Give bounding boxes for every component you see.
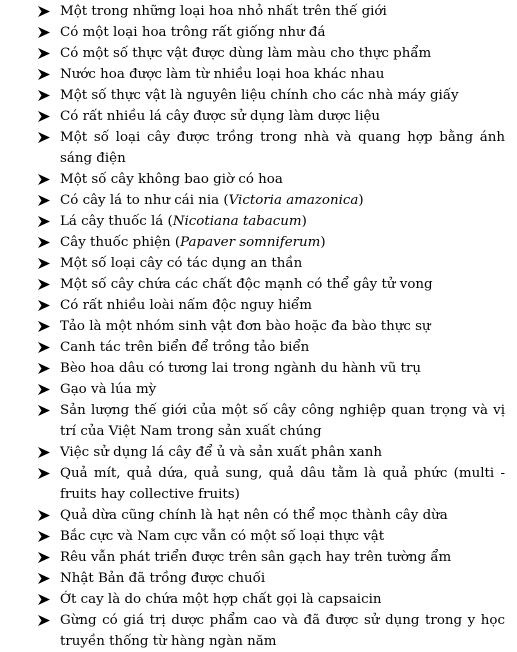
list-item-text: [60, 4, 387, 19]
arrow-bullet-icon: [38, 510, 50, 521]
list-item: [38, 505, 505, 526]
list-item-text: [60, 571, 265, 586]
arrow-bullet-icon: [38, 90, 50, 101]
text-segment: Quả mít, quả dứa, quả sung, quả dâu tằm là quả phức (multi - fruits hay collective fruits): [60, 466, 505, 502]
list-item: [38, 43, 505, 64]
arrow-bullet-icon: [38, 531, 50, 542]
text-segment: Nhật Bản đã trồng được chuối: [60, 571, 266, 586]
list-item-text: [60, 508, 448, 523]
text-segment: ): [301, 214, 307, 229]
text-segment: ): [358, 193, 364, 208]
arrow-bullet-icon: [38, 615, 50, 626]
list-item: [38, 64, 505, 85]
list-item-text: [60, 319, 431, 334]
list-item-text: [60, 46, 431, 61]
list-item-text: [60, 193, 364, 208]
list-item: [38, 1, 505, 22]
list-item: [38, 379, 505, 400]
list-item: [38, 295, 505, 316]
list-item: [38, 22, 505, 43]
arrow-bullet-icon: [38, 300, 50, 311]
list-item: [38, 190, 505, 211]
arrow-bullet-icon: [38, 216, 50, 227]
arrow-bullet-icon: [38, 384, 50, 395]
text-segment: Gạo và lúa mỳ: [60, 382, 157, 397]
text-segment: Một số thực vật là nguyên liệu chính cho các nhà máy giấy: [60, 88, 459, 103]
text-segment: Việc sử dụng lá cây để ủ và sản xuất phân xanh: [60, 445, 382, 460]
arrow-bullet-icon: [38, 468, 50, 479]
list-item-text: [60, 88, 459, 103]
text-segment: Bèo hoa dâu có tương lai trong ngành du hành vũ trụ: [60, 361, 421, 376]
bullet-list: [38, 1, 505, 652]
list-item-text: [60, 382, 156, 397]
arrow-bullet-icon: [38, 48, 50, 59]
list-item-text: [60, 256, 302, 271]
list-item: [38, 211, 505, 232]
text-segment: Nước hoa được làm từ nhiều loại hoa khác nhau: [60, 67, 385, 82]
list-item-text: [60, 214, 307, 229]
text-segment: Có một số thực vật được dùng làm màu cho thực phẩm: [60, 46, 432, 61]
list-item: [38, 127, 505, 169]
scientific-name: Victoria amazonica: [228, 193, 359, 208]
list-item-text: [60, 235, 326, 250]
text-segment: Canh tác trên biển để trồng tảo biển: [60, 340, 310, 355]
text-segment: Một số cây không bao giờ có hoa: [60, 172, 283, 187]
list-item: [38, 589, 505, 610]
list-item: [38, 85, 505, 106]
arrow-bullet-icon: [38, 447, 50, 458]
text-segment: Có rất nhiều lá cây được sử dụng làm dược liệu: [60, 109, 381, 124]
text-segment: Gừng có giá trị dược phẩm cao và đã được sử dụng trong y học truyền thống từ hàng ngàn năm: [60, 613, 505, 649]
arrow-bullet-icon: [38, 237, 50, 248]
list-item-text: [60, 445, 382, 460]
list-item-text: [60, 340, 309, 355]
arrow-bullet-icon: [38, 405, 50, 416]
arrow-bullet-icon: [38, 132, 50, 143]
text-segment: Rêu vẫn phát triển được trên sân gạch hay trên tường ẩm: [60, 550, 452, 565]
text-segment: Một trong những loại hoa nhỏ nhất trên thế giới: [60, 4, 387, 19]
text-segment: Lá cây thuốc lá (: [60, 214, 173, 229]
arrow-bullet-icon: [38, 27, 50, 38]
arrow-bullet-icon: [38, 174, 50, 185]
arrow-bullet-icon: [38, 363, 50, 374]
text-segment: Bắc cực và Nam cực vẫn có một số loại thực vật: [60, 529, 385, 544]
list-item-text: [60, 298, 312, 313]
text-segment: Cây thuốc phiện (: [60, 235, 181, 250]
list-item-text: [60, 172, 283, 187]
text-segment: Quả dừa cũng chính là hạt nên có thể mọc thành cây dừa: [60, 508, 448, 523]
arrow-bullet-icon: [38, 573, 50, 584]
list-item: [38, 253, 505, 274]
list-item: [38, 274, 505, 295]
list-item-text: [60, 613, 505, 649]
arrow-bullet-icon: [38, 279, 50, 290]
scientific-name: Papaver somniferum: [180, 235, 321, 250]
arrow-bullet-icon: [38, 258, 50, 269]
list-item: [38, 358, 505, 379]
list-item-text: [60, 592, 382, 607]
arrow-bullet-icon: [38, 111, 50, 122]
list-item-text: [60, 361, 421, 376]
arrow-bullet-icon: [38, 195, 50, 206]
text-segment: Có rất nhiều loài nấm độc nguy hiểm: [60, 298, 312, 313]
arrow-bullet-icon: [38, 6, 50, 17]
list-item: [38, 610, 505, 652]
text-segment: Một số cây chứa các chất độc mạnh có thể gây tử vong: [60, 277, 433, 292]
list-item: [38, 400, 505, 442]
list-item-text: [60, 67, 384, 82]
text-segment: Một số loại cây có tác dụng an thần: [60, 256, 303, 271]
list-item: [38, 526, 505, 547]
list-item-text: [60, 109, 380, 124]
list-item-text: [60, 550, 451, 565]
list-item: [38, 106, 505, 127]
text-segment: Tảo là một nhóm sinh vật đơn bào hoặc đa bào thực sự: [60, 319, 431, 334]
list-item: [38, 568, 505, 589]
list-item: [38, 337, 505, 358]
arrow-bullet-icon: [38, 342, 50, 353]
list-item: [38, 316, 505, 337]
list-item-text: [60, 130, 505, 166]
text-segment: Có một loại hoa trông rất giống như đá: [60, 25, 326, 40]
arrow-bullet-icon: [38, 321, 50, 332]
list-item-text: [60, 529, 384, 544]
text-segment: Có cây lá to như cái nia (: [60, 193, 229, 208]
text-segment: Ớt cay là do chứa một hợp chất gọi là capsaicin: [60, 592, 382, 607]
list-item-text: [60, 277, 433, 292]
list-item: [38, 547, 505, 568]
list-item: [38, 463, 505, 505]
list-item: [38, 232, 505, 253]
text-segment: Sản lượng thế giới của một số cây công nghiệp quan trọng và vị trí của Việt Nam trong sản xuất chúng: [60, 403, 505, 439]
scientific-name: Nicotiana tabacum: [172, 214, 302, 229]
text-segment: Một số loại cây được trồng trong nhà và quang hợp bằng ánh sáng điện: [60, 130, 505, 166]
arrow-bullet-icon: [38, 552, 50, 563]
list-item: [38, 442, 505, 463]
text-segment: ): [320, 235, 326, 250]
list-item: [38, 169, 505, 190]
list-item-text: [60, 403, 505, 439]
list-item-text: [60, 466, 505, 502]
arrow-bullet-icon: [38, 69, 50, 80]
list-item-text: [60, 25, 325, 40]
arrow-bullet-icon: [38, 594, 50, 605]
